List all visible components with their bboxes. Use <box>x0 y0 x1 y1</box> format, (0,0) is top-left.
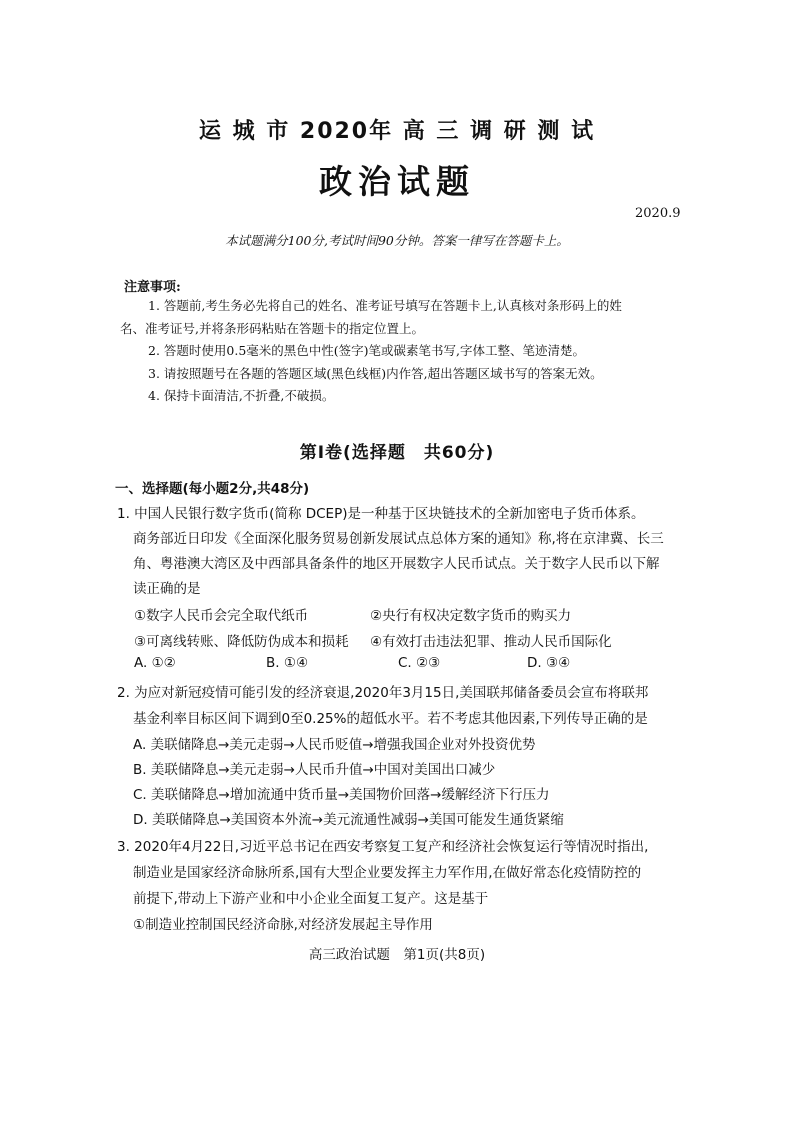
exam-intro: 本试题满分100分,考试时间90分钟。答案一律写在答题卡上。 <box>225 233 569 248</box>
section-title: 第Ⅰ卷(选择题 共60分) <box>299 443 495 463</box>
q1-statement-2: ②央行有权决定数字货币的购买力 <box>370 608 572 624</box>
q1-line-3: 角、粤港澳大湾区及中西部具备条件的地区开展数字人民币试点。关于数字人民币以下解 <box>133 556 660 572</box>
subject-title: 政治试题 <box>319 162 475 201</box>
q1-statement-1: ①数字人民币会完全取代纸币 <box>134 608 309 624</box>
q1-line-1: 1. 中国人民银行数字货币(简称 DCEP)是一种基于区块链技术的全新加密电子货币体系。 <box>117 506 645 522</box>
q3-line-1: 3. 2020年4月22日,习近平总书记在西安考察复工复产和经济社会恢复运行等情况时指出, <box>117 839 649 855</box>
q1-statement-4: ④有效打击违法犯罪、推动人民币国际化 <box>370 634 612 650</box>
q3-line-2: 制造业是国家经济命脉所系,国有大型企业要发挥主力军作用,在做好常态化疫情防控的 <box>133 865 642 881</box>
note-item-3: 3. 请按照题号在各题的答题区域(黑色线框)内作答,超出答题区域书写的答案无效。 <box>148 366 603 381</box>
q2-option-b: B. 美联储降息→美元走弱→人民币升值→中国对美国出口减少 <box>133 762 496 778</box>
exam-date: 2020.9 <box>635 206 681 221</box>
q1-option-a: A. ①② <box>134 655 176 671</box>
q2-line-1: 2. 为应对新冠疫情可能引发的经济衰退,2020年3月15日,美国联邦储备委员会宣布将联邦 <box>117 685 649 701</box>
exam-title: 运 城 市 2020年 高 三 调 研 测 试 <box>198 119 596 144</box>
part-title: 一、选择题(每小题2分,共48分) <box>115 481 310 497</box>
q1-statement-3: ③可离线转账、降低防伪成本和损耗 <box>134 634 349 650</box>
q2-option-a: A. 美联储降息→美元走弱→人民币贬值→增强我国企业对外投资优势 <box>133 737 536 753</box>
q3-statement-1: ①制造业控制国民经济命脉,对经济发展起主导作用 <box>133 917 433 933</box>
q2-line-2: 基金利率目标区间下调到0至0.25%的超低水平。若不考虑其他因素,下列传导正确的是 <box>133 711 648 727</box>
page-footer: 高三政治试题 第1页(共8页) <box>308 947 486 963</box>
note-item-4: 4. 保持卡面清洁,不折叠,不破损。 <box>148 388 335 403</box>
q1-option-b: B. ①④ <box>266 655 309 671</box>
q1-line-4: 读正确的是 <box>133 581 201 597</box>
q1-line-2: 商务部近日印发《全面深化服务贸易创新发展试点总体方案的通知》称,将在京津冀、长三 <box>133 531 664 547</box>
notes-heading: 注意事项: <box>124 280 181 295</box>
q1-option-d: D. ③④ <box>527 655 571 671</box>
note-item-1-cont: 名、准考证号,并将条形码粘贴在答题卡的指定位置上。 <box>120 321 424 336</box>
q2-option-d: D. 美联储降息→美国资本外流→美元流通性减弱→美国可能发生通货紧缩 <box>133 812 564 828</box>
note-item-2: 2. 答题时使用0.5毫米的黑色中性(签字)笔或碳素笔书写,字体工整、笔迹清楚。 <box>148 343 586 358</box>
q1-option-c: C. ②③ <box>398 655 441 671</box>
q2-option-c: C. 美联储降息→增加流通中货币量→美国物价回落→缓解经济下行压力 <box>133 787 550 803</box>
q3-line-3: 前提下,带动上下游产业和中小企业全面复工复产。这是基于 <box>133 891 489 907</box>
note-item-1: 1. 答题前,考生务必先将自己的姓名、准考证号填写在答题卡上,认真核对条形码上的姓 <box>148 298 622 313</box>
